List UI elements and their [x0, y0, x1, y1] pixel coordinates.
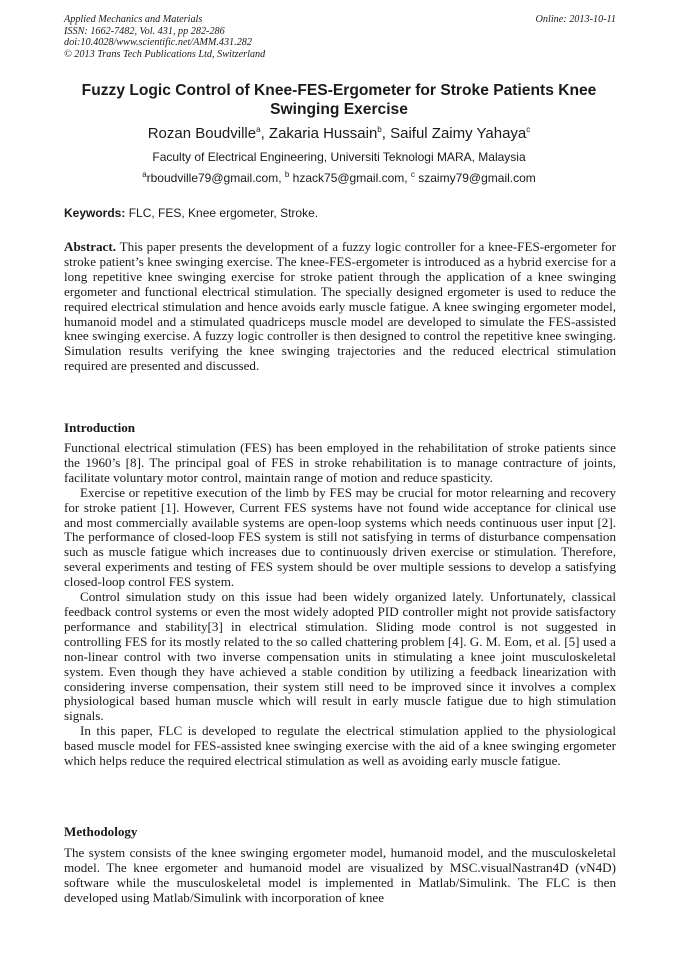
author-separator: ,: [381, 125, 391, 142]
paragraph: Exercise or repetitive execution of the limb by FES may be crucial for motor relearning and recovery for stroke patient [1]. However, Current FES systems have not found wide acceptance for clinical use and most commercially available systems are open-loop systems which needs continuous user input [2]. The performance of closed-loop FES system is still not satisfying in terms of disturbance compensation such as muscle fatigue which increases due to continuously driven exercise or stimulation. Therefore, several experiments and testing of FES system should be over multiple sessions to develop a satisfying closed-loop control FES system.: [64, 484, 616, 590]
paragraph: In this paper, FLC is developed to regulate the electrical stimulation applied to the physiological based muscle model for FES-assisted knee swinging exercise with the aid of a knee swinging ergometer which helps reduce the required electrical stimulation as well as avoiding early muscle fatigue.: [64, 723, 616, 769]
email-address: hzack75@gmail.com,: [289, 171, 411, 185]
journal-header: [64, 14, 616, 60]
journal-copyright: © 2013 Trans Tech Publications Ltd, Switzerland: [64, 48, 266, 60]
methodology-body: [64, 846, 616, 906]
paragraph: Control simulation study on this issue had been widely organized lately. Unfortunately, classical feedback control systems or even the most widely adopted PID controller might not provide satisfactory performance and stability[3] in electrical stimulation. Sliding mode control is not suggested in controlling FES for its mostly related to the so called chattering problem [4]. G. M. Eom, et al. [5] used a non-linear control with two inverse compensation units in stimulating a knee joint musculoskeletal system. Even though they have achieved a stable condition by utilizing a feedback linearization with considering inverse compensation, their system still need to be improved since it involves a complex physiological based human muscle which will result in early muscle fatigue due to high stimulation signals.: [64, 589, 616, 724]
author-name: Zakaria Hussain: [268, 125, 378, 142]
author-name: Saiful Zaimy Yahaya: [390, 125, 527, 142]
introduction-body: [64, 441, 616, 769]
keywords-label: Keywords:: [64, 206, 126, 220]
journal-name: Applied Mechanics and Materials: [64, 14, 203, 25]
affiliation: Faculty of Electrical Engineering, Universiti Teknologi MARA, Malaysia: [152, 150, 526, 164]
author-list: [64, 124, 614, 143]
email-address: rboudville79@gmail.com,: [146, 171, 285, 185]
author-sup: c: [526, 125, 531, 134]
email-sup: b: [284, 170, 290, 179]
email-address: szaimy79@gmail.com: [414, 171, 536, 185]
email-sup: c: [410, 170, 415, 179]
abstract-label: Abstract.: [64, 239, 116, 254]
author-sup: b: [377, 125, 382, 134]
abstract-text: This paper presents the development of a fuzzy logic controller for a knee-FES-ergometer for stroke patient’s knee swinging exercise. The knee-FES-ergometer is introduced as a hybrid exercise for a long repetitive knee swinging exercise for stroke patient through the application of a knee swinging ergometer and functional electrical stimulation. The specially designed ergometer is used to reduce the required electrical stimulation and hence avoids early muscle fatigue. A knee swinging ergometer model, humanoid model and a stimulated quadriceps muscle model are developed to simulate the FES-assisted knee swinging exercise. A fuzzy logic controller is then designed to control the repetitive knee swinging. Simulation results verifying the knee swinging trajectories and the reduced electrical stimulation required are presented and discussed.: [64, 239, 616, 374]
journal-issn: ISSN: 1662-7482, Vol. 431, pp 282-286: [64, 25, 225, 37]
paragraph: The system consists of the knee swinging ergometer model, humanoid model, and the musculoskeletal model. The knee ergometer and humanoid model are visualized by MSC.visualNastran4D (vN4D) software while the musculoskeletal model is implemented in Matlab/Simulink. The FLC is then developed using Matlab/Simulink with incorporation of knee: [64, 845, 616, 905]
journal-doi: doi:10.4028/www.scientific.net/AMM.431.282: [64, 37, 252, 49]
keywords-text: FLC, FES, Knee ergometer, Stroke.: [125, 206, 319, 220]
online-date: Online: 2013-10-11: [535, 14, 616, 25]
author-name: Rozan Boudville: [147, 125, 257, 142]
paper-title: Fuzzy Logic Control of Knee-FES-Ergometer for Stroke Patients Knee Swinging Exercise: [81, 82, 597, 118]
keywords: [64, 206, 616, 221]
section-heading-introduction: Introduction: [64, 420, 136, 435]
author-sup: a: [256, 125, 261, 134]
section-heading-methodology: Methodology: [64, 824, 138, 839]
paragraph: Functional electrical stimulation (FES) has been employed in the rehabilitation of stroke patients since the 1960’s [8]. The principal goal of FES in stroke rehabilitation is to manage contracture of joints, facilitate voluntary motor control, maintain range of motion and reduce spasticity.: [64, 440, 616, 485]
email-list: [64, 171, 614, 186]
author-separator: ,: [260, 125, 269, 142]
abstract: [64, 240, 616, 374]
email-sup: a: [142, 170, 147, 179]
